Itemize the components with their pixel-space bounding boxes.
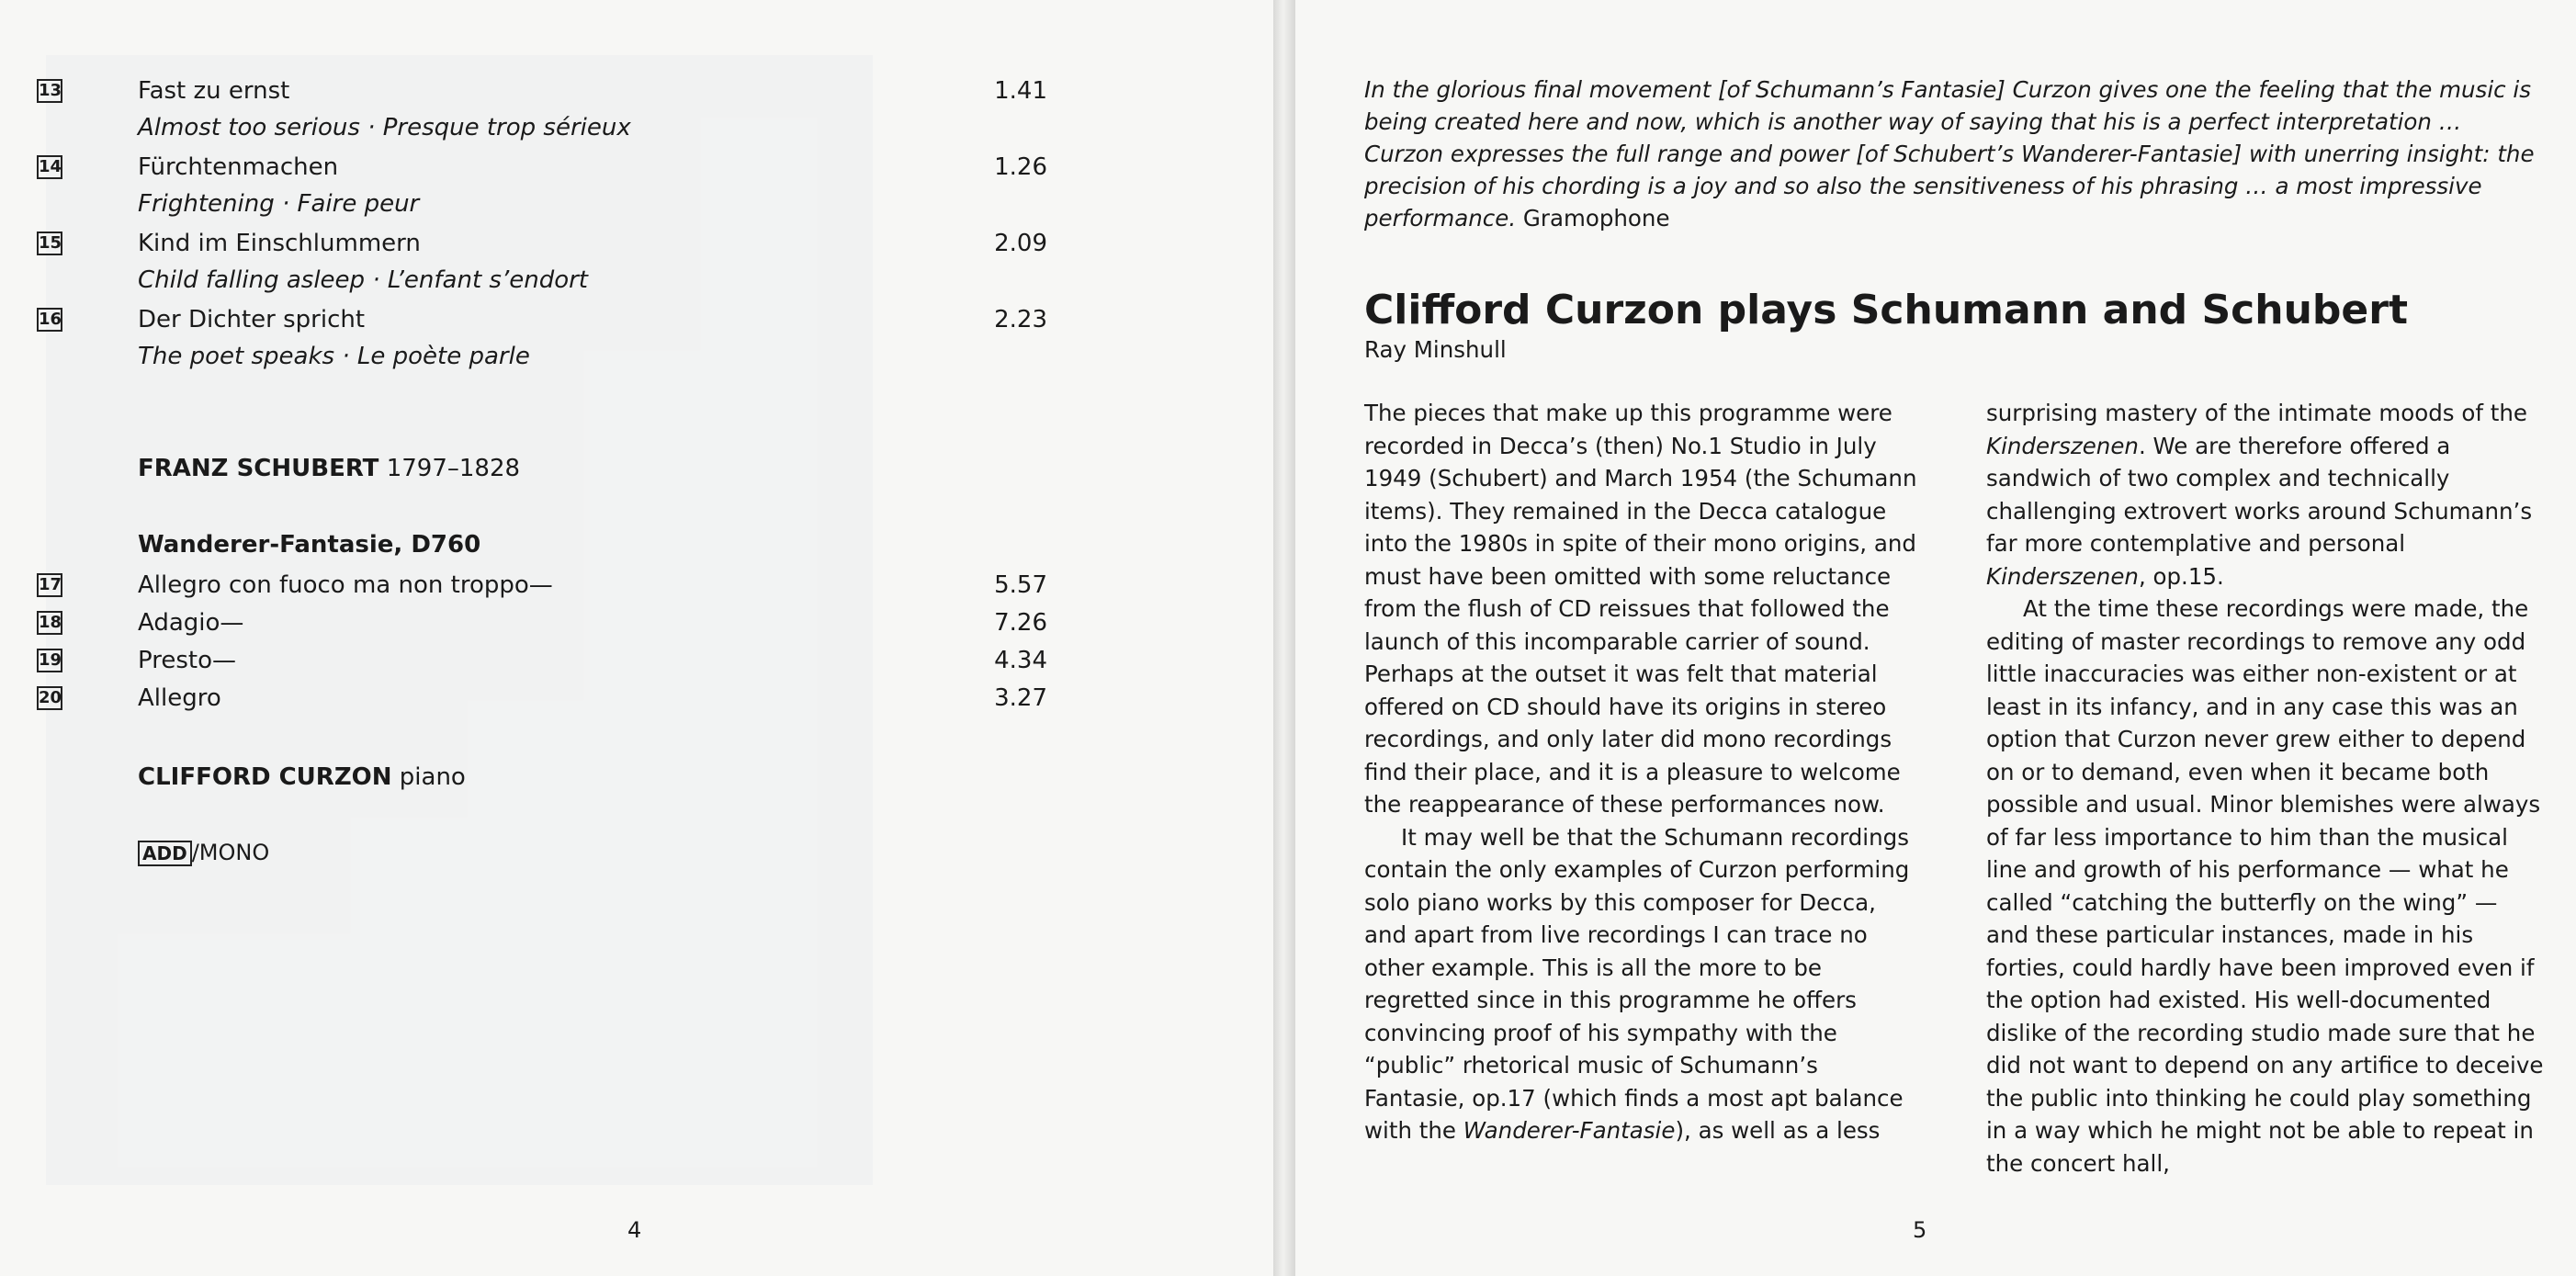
track-row: [0, 683, 1273, 719]
track-time: 5.57: [994, 571, 1047, 599]
paragraph-italic: Wanderer-Fantasie: [1463, 1117, 1676, 1144]
track-number: 19: [37, 649, 62, 672]
track-row: [0, 570, 1273, 606]
track-title: Allegro con fuoco ma non troppo—: [138, 571, 553, 599]
track-title: Allegro: [138, 684, 221, 712]
track-number: 14: [37, 155, 62, 179]
track-time: 4.34: [994, 647, 1047, 674]
composer-name: FRANZ SCHUBERT: [138, 455, 379, 482]
composer-heading: [138, 455, 520, 482]
text-column-1: [1364, 397, 1925, 1147]
track-row: [0, 304, 1273, 341]
article-author: Ray Minshull: [1364, 336, 1507, 363]
paragraph: The pieces that make up this programme were recorded in Decca’s (then) No.1 Studio in July 1949 (Schubert) and March 1954 (the Schumann items). They remained in the Decca catalogue into the 1980s in spite of their mono origins, and must have been omitted with some reluctance from the flush of CD reissues that followed the launch of this incomparable carrier of sound. Perhaps at the outset it was felt that material offered on CD should have its origins in stereo recordings, and only later did mono recordings find their place, and it is a pleasure to welcome the reappearance of these performances now.: [1364, 400, 1917, 818]
paragraph-text: ), as well as a less: [1675, 1117, 1881, 1144]
performer-credit: [138, 763, 466, 791]
paragraph-text: surprising mastery of the intimate moods of the: [1986, 400, 2527, 426]
recording-code-badge: ADD: [138, 841, 192, 866]
paragraph-italic: Kinderszenen: [1986, 432, 2139, 459]
track-number: 15: [37, 231, 62, 255]
left-page: [0, 0, 1273, 1276]
track-subtitle: Almost too serious · Presque trop sérieux: [138, 114, 631, 141]
track-row: [0, 645, 1273, 682]
track-time: 7.26: [994, 609, 1047, 637]
track-subtitle: Frightening · Faire peur: [138, 190, 420, 218]
paragraph-text: . We are therefore offered a sandwich of two complex and technically challenging extrovert works around Schumann’s far more contemplative and personal: [1986, 432, 2533, 557]
paragraph-text: , op.15.: [2138, 562, 2224, 590]
right-page: [1295, 0, 2576, 1276]
track-number: 18: [37, 611, 62, 635]
track-title: Der Dichter spricht: [138, 306, 366, 333]
quote-source: Gramophone: [1522, 205, 1670, 231]
track-subtitle: The poet speaks · Le poète parle: [138, 343, 530, 370]
paragraph: [1364, 821, 1925, 1147]
track-number: 17: [37, 573, 62, 597]
paragraph-italic: Kinderszenen: [1986, 562, 2139, 590]
recording-info: [138, 840, 269, 865]
track-number: 20: [37, 686, 62, 710]
performer-role: piano: [399, 763, 466, 791]
track-title: Presto—: [138, 647, 236, 674]
track-title: Fürchtenmachen: [138, 153, 339, 181]
quote-text: In the glorious final movement [of Schumann’s Fantasie] Curzon gives one the feeling that the music is being created here and now, which is another way of saying that his is a perfect interpretation … Curzon expresses the full range and power [of Schubert’s Wanderer-Fantasie] with unerring insight: the precision of his chording is a joy and so also the sensitiveness of his phrasing … a most impressive performance.: [1364, 76, 2535, 231]
paragraph: At the time these recordings were made, the editing of master recordings to remove any odd little inaccuracies was either non-existent or at least in its infancy, and in any case this was an option that Curzon never grew either to depend on or to demand, even when it became both possible and usual. Minor blemishes were always of far less importance to him than the musical line and growth of his performance — what he called “catching the butterfly on the wing” — and these particular instances, made in his forties, could hardly have been improved even if the option had existed. His well-documented dislike of the recording studio made sure that he did not want to depend on any artifice to deceive the public into thinking he could play something in a way which he might not be able to repeat in the concert hall,: [1986, 595, 2544, 1177]
article-title: Clifford Curzon plays Schumann and Schubert: [1364, 287, 2408, 333]
work-title: Wanderer-Fantasie, D760: [138, 531, 481, 559]
track-row: [0, 152, 1273, 188]
composer-dates: 1797–1828: [386, 455, 521, 482]
paragraph-text: It may well be that the Schumann recordings contain the only examples of Curzon performing solo piano works by this composer for Decca, and apart from live recordings I can trace no other example. This is all the more to be regretted since in this programme he offers convincing proof of his sympathy with the “public” rhetorical music of Schumann’s Fantasie, op.17 (which finds a most apt balance with the: [1364, 823, 1910, 1144]
track-number: 13: [37, 79, 62, 103]
performer-name: CLIFFORD CURZON: [138, 763, 392, 791]
paragraph: [1986, 397, 2547, 593]
track-subtitle: Child falling asleep · L’enfant s’endort: [138, 266, 589, 294]
track-time: 1.41: [994, 77, 1047, 105]
track-number: 16: [37, 308, 62, 332]
track-title: Fast zu ernst: [138, 77, 290, 105]
press-quote: [1364, 73, 2540, 234]
track-row: [0, 607, 1273, 644]
track-row: [0, 75, 1273, 112]
recording-format: /MONO: [191, 840, 270, 865]
page-number: 4: [627, 1217, 642, 1243]
text-column-2: [1986, 397, 2547, 1180]
track-title: Kind im Einschlummern: [138, 230, 421, 257]
track-row: [0, 228, 1273, 265]
book-gutter: [1273, 0, 1295, 1276]
track-time: 2.23: [994, 306, 1047, 333]
track-title: Adagio—: [138, 609, 244, 637]
page-number: 5: [1913, 1217, 1927, 1243]
track-time: 2.09: [994, 230, 1047, 257]
track-time: 1.26: [994, 153, 1047, 181]
track-time: 3.27: [994, 684, 1047, 712]
